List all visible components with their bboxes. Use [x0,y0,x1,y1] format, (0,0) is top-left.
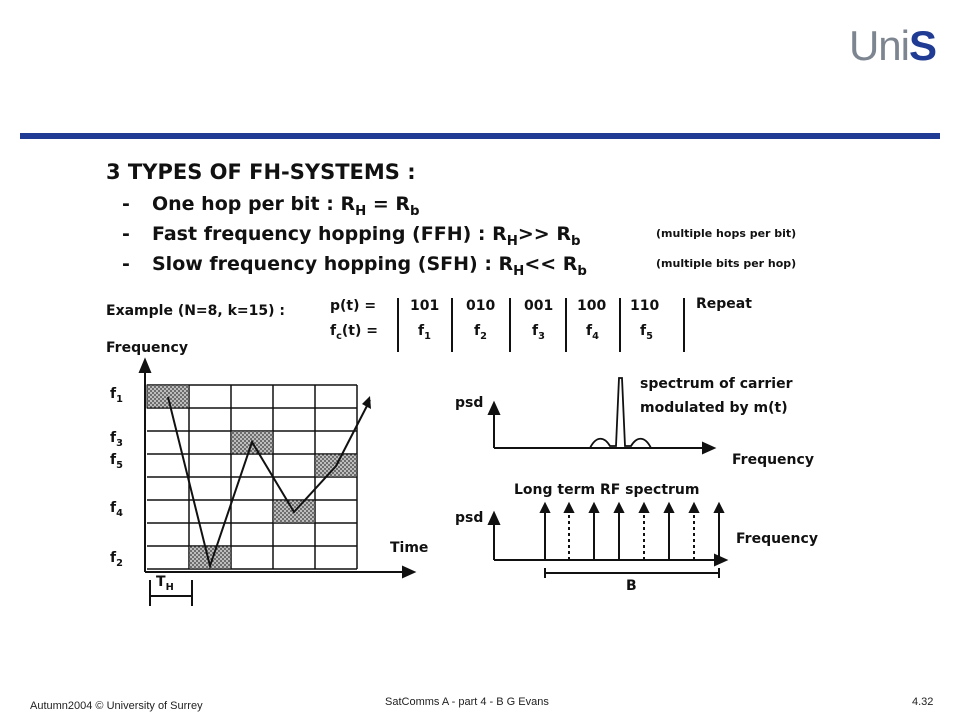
freq-cell: $f_3$ [532,323,545,342]
code-cell: 001 [524,298,554,314]
bullet-one-hop: One hop per bit : $R_H = R_b$ [152,193,420,219]
freq-label-f1: $f_1$ [110,386,123,405]
spectral-lines [541,504,723,560]
grid-xlabel: Time [390,540,429,556]
bullet-dash: - [122,253,130,275]
fc-row-label: $f_c(t)$ = [330,323,378,342]
bandwidth-label: B [626,578,637,594]
freq-label-f4: $f_4$ [110,500,123,519]
psd1-axes [489,403,714,453]
freq-cell: $f_2$ [474,323,487,342]
footer-copyright: Autumn2004 © University of Surrey [30,700,203,712]
psd2-xlabel: Frequency [736,531,818,547]
pt-row-label: p(t) = [330,298,377,314]
freq-cell: $f_5$ [640,323,653,342]
freq-cell: $f_1$ [418,323,431,342]
freq-label-f5: $f_5$ [110,452,123,471]
code-cell: 100 [577,298,607,314]
repeat-label: Repeat [696,296,752,312]
code-cell: 010 [466,298,496,314]
bullet-dash: - [122,193,130,215]
psd1-xlabel: Frequency [732,452,814,468]
example-label: Example (N=8, k=15) : [106,303,285,319]
psd2-title: Long term RF spectrum [514,482,700,498]
footer-course: SatComms A - part 4 - B G Evans [385,696,549,708]
code-cell: 101 [410,298,440,314]
bandwidth-bracket [545,568,719,578]
hop-trace [168,397,370,566]
psd2-axes [489,513,726,565]
example-table-lines [398,298,684,352]
hop-period-label: $T_H$ [156,574,174,593]
sfh-note: (multiple bits per hop) [656,257,797,270]
bullet-sfh: Slow frequency hopping (SFH) : $R_H<< R_b$ [152,253,587,279]
freq-label-f3: $f_3$ [110,430,123,449]
psd2-ylabel: psd [455,510,484,526]
psd1-caption: modulated by m(t) [640,400,788,416]
grid-ylabel: Frequency [106,340,188,356]
carrier-spectrum [590,378,651,448]
ffh-note: (multiple hops per bit) [656,227,797,240]
bullet-dash: - [122,223,130,245]
code-cell: 110 [630,298,660,314]
university-logo: UniS [848,22,936,69]
bullet-ffh: Fast frequency hopping (FFH) : $R_H>> R_b$ [152,223,581,249]
psd1-ylabel: psd [455,395,484,411]
freq-label-f2: $f_2$ [110,550,123,569]
freq-cell: $f_4$ [586,323,599,342]
slide-heading: 3 TYPES OF FH-SYSTEMS : [106,160,416,184]
psd1-caption: spectrum of carrier [640,376,793,392]
slide-number: 4.32 [912,696,934,708]
